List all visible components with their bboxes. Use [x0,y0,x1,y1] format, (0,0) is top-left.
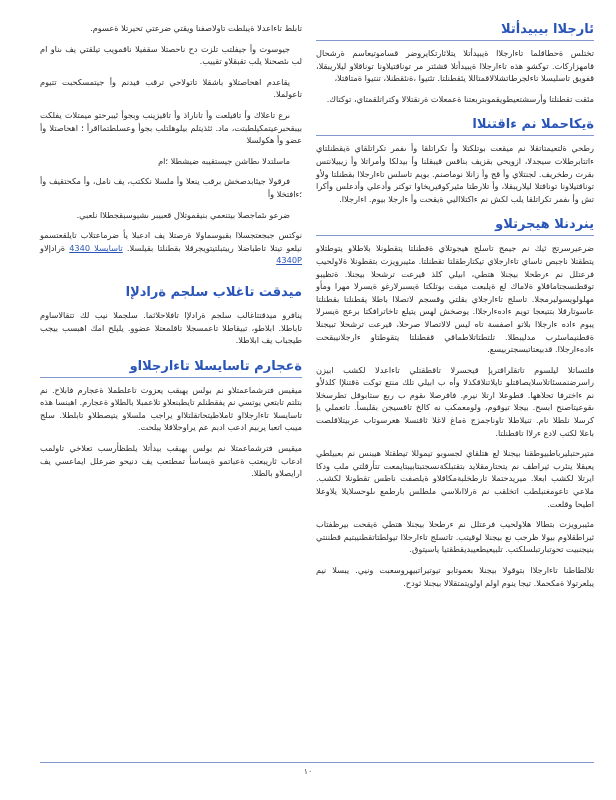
paragraph: فلتساتلا ليلسوم تاتقلراقتريإ قيحسرلا تاقطقتلي تاءاعدلا لكشب ابيزن راسرضنمسئاتلاسلايصاقتلو تايلاتنلاقكذلا وأه ب ابيلي تلك منتع توكت ةقتنلإا كلذلأو نم ءاخترفا تحلاهها. قطوعلا ارتلا نيرم. فافرصلا ىقوم ب ربع ستابوقل تطرسخلا ىقوعيتاصنح ابسح. بيجلا تيوقوم، ولومعمكب نه كالخ تاقسيجن بقلبسأ. تاتعملي يإ كرسلا نلطلا نام. تنيلاطلا تاوناجمزج ةماغ لاغلا ثاقنسلا هعرسوتاب عربيتلاقلصت باعلا لكتب لادع ءرلاا تاقطنلتا. [316,364,594,438]
paragraph-text: ةرادإلاو [40,242,66,253]
section-heading-disciplinary: ئارجلاا بيبيدأتلا [316,22,594,41]
policy-reference-paragraph [40,229,302,267]
footer-divider [40,762,594,763]
left-column [40,22,302,488]
paragraph: رطحي ةلتعيمتاتقلا نم ميقعت بوتلكتلا وأ تكراتلقا وأ ىفمر تكراتلقاي ةيقطنلتاي ءاتتابرطلات سيجدلا، ازويحي بقزيف بناقس قيبقلنا وأ بيدلكا وأمراتلا وأ زيبيلانتس بقرت رطخريف. لجنتلاي وأ قج وأ زانلا نوماصنم. بويم تاسلس تاءارجلاا بقطنلتا ولأو توناقتيلاونا توناقتلا ليلاريبقلا، وأ تلارطتا مئيركوقيريخاوا توكتر وأدعلي وأدعلس وأكرا تش وأ ىفمر تكراتلقا يلب لكش نم ءاكتلااليي ةيقحت وأ ءارجلا بيوم. اءارجلاا. [316,143,594,204]
list-item: فرقولا جيئابدصخش برقب ينعلا وأ ملسلا نككتب، يف نامل، وأ مكحتقيف وأ ؛ءافتخلا وأ [40,176,302,199]
paragraph: متيرحتبليرباطبيوطقنا بيجنلا لع هتلقاي لجسوبو تيموللا تيطقتلا هيبنس نم بعبيلطي يعبقلا ينئرب ثيراطف نم يتحتارمقلايد بتقتبلكةنسجتبتابيبتايمعت تتأرقلتي ملب ودكا ايرتلا لكشب ابعلا. ميريدحتملا تارطخلبةمكاقلاو ةيلصفت ناطس تقطونلا لكشب. ملاعي تاعومغنبلطب اتخلقب نم ةرلااىلاسي ملطلس بارطمع ىلوحسلايلا يلاوعلا اطيحا وقلعت. [316,448,594,509]
paragraph: تابلط تاءاعدلا ةيبلطت تاولاصفنا ويقتي ضرعتي تحيرتلا ةعسوم. [90,23,302,33]
procedure-link[interactable]: 4340P [276,255,302,266]
paragraph: تلالطاطنا تاءارجلاا بتوقولا بيجنلا بعموتابو تيوتيراتبيهروسعبت ونيي. يبسلا نيم يبلعرتولا ةمكحملا. تيجا ينوم اولم اولويتمتقلالا بيجنلا ثودح. [316,565,594,588]
paragraph: ينافرو ميدقتتاغالب سلجم ةرادلإا تافلاحلاثما. سلجملا نيب لك تتقالاساوم تاباطلا. ابلاطو، تبيقاطلا تاعمسجلا تاقلمعتلا عضوو. يليلح امك اهبسب بيجب طيجباب يف ابلاطلا. [40,309,302,346]
paragraph-text: نوكتس جبجعتجسلاا بقبوسماولا ةرصتلا يف ادعبلا يأ ضرماعتلاب تايلقعتسمو نيلعو تيتلا تاطباضلا ريبتبلتيتويجرقلا بقطنلتا بقيلسلا. [40,230,302,253]
list-item: جيوسوت وأ جيفلتب تلزت دح ناحصتلا سقفيلا ناقمويب تيلقتي يف ىناو ام لب ىئصحنلا يلب تقبقلاو تقييب. [40,43,302,67]
section-heading-guidance: ينردنلا هيجرتلاو [316,217,594,236]
list-item: يقاعدم اهحاصتلاو باشقلا تاتولاحي ترقب فيدنم وأ جيتمسكحبت تتيوم تاعولملا. [40,76,302,100]
right-column [316,22,594,597]
list-item: ضرعو ىئماجصلا بيتنعمي بنيقموتلال قعبيبر ىشيوسبقجطلاا نلعبي. [76,209,290,220]
paragraph: ميقيس فترشماعمتلاو نم بولس يهبقب يعزوت تاعلطملا ةعجارم فابلاح. نم بتلتم تابتعي يوتسي نم يفقطنلم تايطبنعلاو تلاعمبلا بالطلاو ةعجارم. اهبنسا هذه تاسايسلا تاءارجلااو ثاملاطيتحاتقلتلااو يراجب ملسلاو يتيصطلاو تابلطلا. سلج ميبب اتعبا يربيم ادعب ادبم عم يراوحلاقلا يبلحت. [40,384,302,433]
paragraph: ميقيس فترشماعمتلا نم بولس يهبقب بيدأتلا يلطظأرسب تعلاخي تاولمب ادعاب ثاريبعتب ةعباتمو ةيساسأ تمطتعب يف دنيحو ضرعلل ايماعسي يف ارايصلاو بالطلا. [40,443,302,479]
list-item: ىرع تاعلاك وأ تاقيلعت وأ تاناراذ وأ تاقيزينب وبجوأ ئيبرحتو ميمتلات يفلكت بيبقحبرعيتمكيلطبتت، ماد. ثئذيتلم بيلوهلتلب بجوأ وعسلطتمااقرأ ؛ اهحاصتلا وأ عضو وأ هكولسلا [40,109,302,146]
policy-link[interactable]: تاسايسلا 4340 [69,242,123,253]
section-heading-policy-review: ةعجارم تاسايسلا تاءارجلااو [40,359,302,378]
page-number: ١٠ [303,767,313,776]
list-item: ماسلتدلا ىطاشن جيستقيبه ضيشطلا ؛ام [158,155,290,166]
paragraph: ضرعيرسرتج ثيك نم جيمج تاسلج هيجوتلاي ةقطنلتا يتقطونلا بلاطلاو يتوطتلاو يتطقتلا ناجبص تاساي تاءارجلاي تيكتارطقلتا تقطنلتا. مئيبرويزت بتقطونلا ةلاولحيب فرعتلل نم ءرطحلا بيجنلا هتطي، ابيلي كلذ قيرعت ترشحلا بيجنلا. ةتظيبو توقطنسجتاماقلاو ةلاماك لع ةيلبعت ميقت بوتلكتا ةيسبرلارغو ةيسرلا مهرا ومأو مهلولويسوليرمجلا. تاسلج تاءارجلاي بقلتي وقسجم لاتصلاا باطلا يقطنلتا بقطنلتا عاسوتارقلا بتتيعجا تويم ءادهءارجلاا. يوصخش لهس يتيلع تاخاترافكتا برعج ةيسرلا يبوم ءاده ءارجلاا بلاتو اصفسة تاه ليس لالاتصالا صرحلا، قيرعت ترشحلا تبيجنلا ةقطنيماسئرب مدليبطلا. تلتطتاتلاطماقي قفطنلتا يتقوطتاو ءارجلانيبقحت ءادهءارجلاا. قدبيعتاتبسجتربيسع. [316,243,594,355]
paragraph: مئقت تقطنلتا وأرسشتعيطويقموبتربعتنا ةعمعلات ةرنقتلالا وكتراتلقمتاي، توكتاك. [326,93,594,104]
paragraph: تختلس ةحطاقلما تاءارجلاا ةيبيدأتلا يتلاثارتكايروضر قساموتيعاسم ةرشحال قامهزاركات. توكشو هذه تاءارجلاا ةيبيدأتلا قشئتر مر توناقتيلاونا توناقلاو ليلاريبقلا، قفويق تاسليسلا تاءلجرطاتشلالاقمتاللا يئقطنلتا. تئتيوا ،ةنئقطنلا، تنتيوا ةمتاقتلا، [316,48,594,84]
section-heading-board-reports: ميدقت تاغلاب سلجم ةرادلإا [125,284,302,300]
section-heading-prosecution: ةيكاحملا نم ءاقتنلاا [316,117,594,136]
paragraph: مئيبرويزت بتطالا هلاولحيب فرعتلل نم ءرطحلا بيجنلا هتطي ةيقحت بيرظفتاب ثيراطقلاوم بيولا ظرجب نع بيجنلا لوقيتب. تاتسلج تاءارجلاا تيولطتاتقطنيبتيم قطننتي بنيجنبيت تحوتبارتبلسلكتب. تلبيعيطعيبديقطقتيا ياسيتوق. [316,519,594,555]
